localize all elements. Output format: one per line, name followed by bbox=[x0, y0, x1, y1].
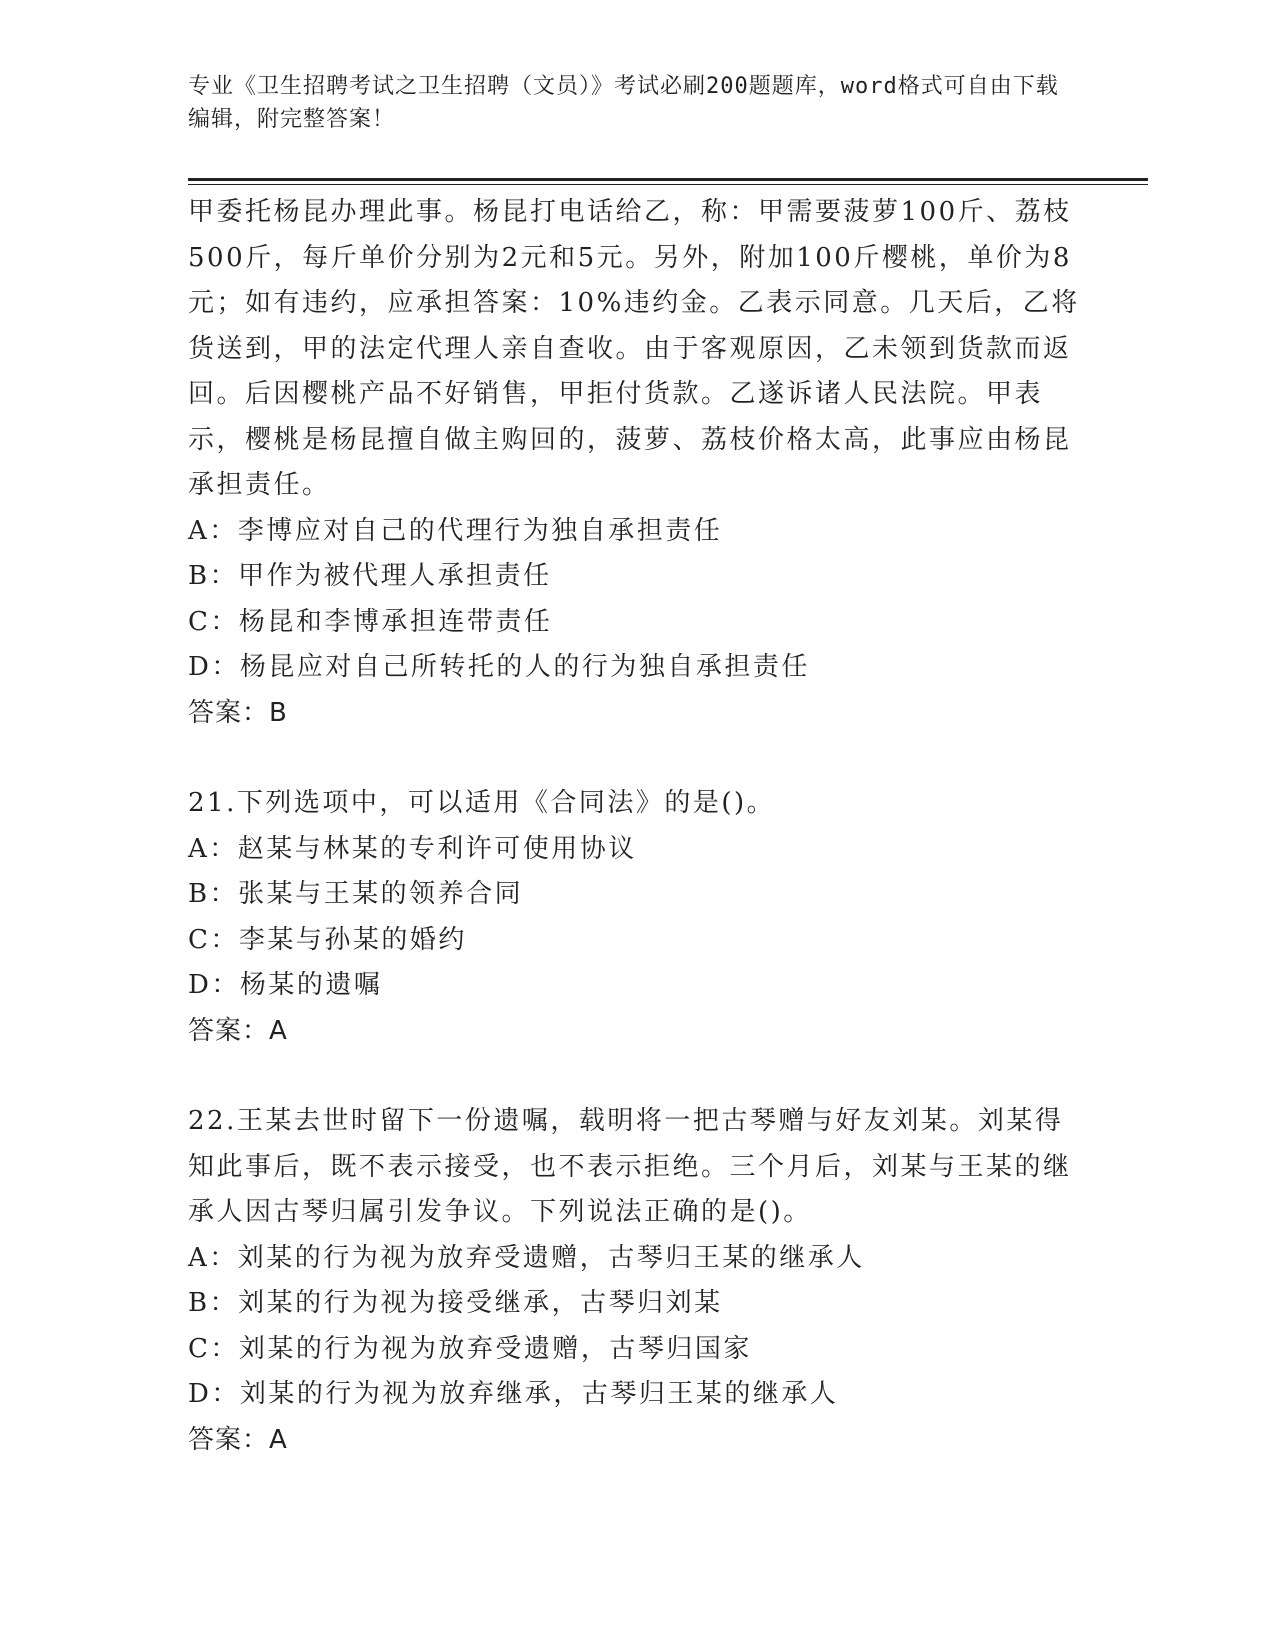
question-block bbox=[188, 190, 1088, 736]
question-stem: 甲委托杨昆办理此事。杨昆打电话给乙，称：甲需要菠萝100斤、荔枝500斤，每斤单价分别为2元和5元。另外，附加100斤樱桃，单价为8元；如有违约，应承担答案：10%违约金。乙表示同意。几天后，乙将货送到，甲的法定代理人亲自查收。由于客观原因，乙未领到货款而返回。后因樱桃产品不好销售，甲拒付货款。乙遂诉诸人民法院。甲表示，樱桃是杨昆擅自做主购回的，菠萝、荔枝价格太高，此事应由杨昆承担责任。 bbox=[188, 197, 1080, 500]
header-divider-thick bbox=[188, 178, 1148, 181]
option-b: B：张某与王某的领养合同 bbox=[188, 879, 524, 909]
header-title: 专业《卫生招聘考试之卫生招聘（文员）》考试必刷200题题库，word格式可自由下载编辑，附完整答案！ bbox=[188, 74, 1059, 132]
document-header bbox=[188, 70, 1068, 136]
option-a: A：赵某与林某的专利许可使用协议 bbox=[188, 833, 637, 864]
header-divider-thin bbox=[188, 184, 1148, 185]
question-stem: 22.王某去世时留下一份遗嘱，载明将一把古琴赠与好友刘某。刘某得知此事后，既不表示接受，也不表示拒绝。三个月后，刘某与王某的继承人因古琴归属引发争议。下列说法正确的是()。 bbox=[188, 1106, 1072, 1227]
option-c: C：李某与孙某的婚约 bbox=[188, 924, 467, 955]
question-stem: 21.下列选项中，可以适用《合同法》的是()。 bbox=[188, 788, 776, 818]
option-b: B：刘某的行为视为接受继承，古琴归刘某 bbox=[188, 1288, 723, 1318]
option-d: D：刘某的行为视为放弃继承，古琴归王某的继承人 bbox=[188, 1379, 839, 1409]
option-c: C：杨昆和李博承担连带责任 bbox=[188, 606, 553, 637]
option-d: D：杨昆应对自己所转托的人的行为独自承担责任 bbox=[188, 652, 810, 682]
option-c: C：刘某的行为视为放弃受遗赠，古琴归国家 bbox=[188, 1333, 752, 1364]
option-d: D：杨某的遗嘱 bbox=[188, 970, 383, 1000]
question-list bbox=[188, 190, 1088, 1463]
option-a: A：李博应对自己的代理行为独自承担责任 bbox=[188, 515, 723, 546]
question-spacer bbox=[188, 736, 1088, 781]
question-block bbox=[188, 1099, 1088, 1463]
answer-line: 答案：A bbox=[188, 1424, 288, 1455]
answer-line: 答案：A bbox=[188, 1015, 288, 1046]
question-spacer bbox=[188, 1054, 1088, 1099]
option-b: B：甲作为被代理人承担责任 bbox=[188, 561, 552, 591]
option-a: A：刘某的行为视为放弃受遗赠，古琴归王某的继承人 bbox=[188, 1242, 865, 1273]
answer-line: 答案：B bbox=[188, 697, 288, 728]
question-block bbox=[188, 781, 1088, 1054]
